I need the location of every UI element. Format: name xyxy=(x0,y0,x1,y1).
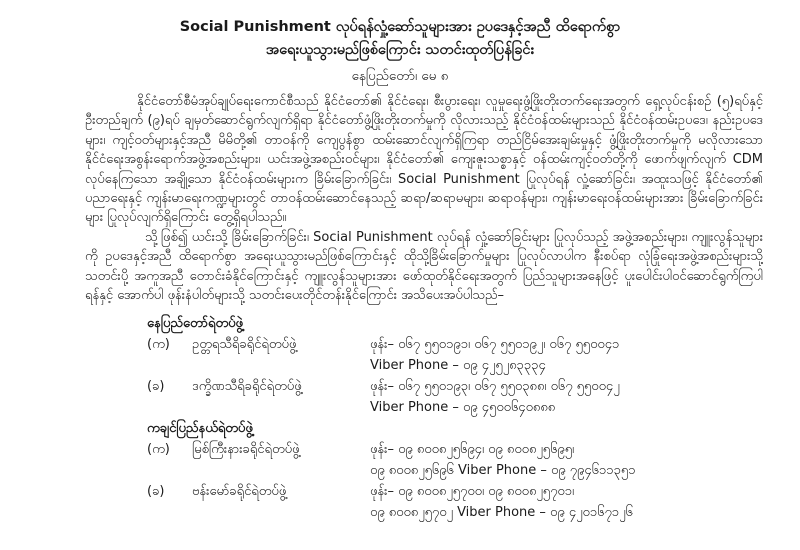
entry-label: (က) xyxy=(147,442,170,458)
paragraph-1: နိုင်ငံတော်စီမံအုပ်ချုပ်ရေးကောင်စီသည် နိုင်ငံတော်၏ နိုင်ငံရေး၊ စီးပွားရေး၊ လူမှုရေးဖွံ့ဖြိုးတိုးတက်ရေးအတွက် ရှေ့လုပ်ငန်းစဉ် (၅)ရပ်နှင့် ဦးတည်ချက် (၉)ရပ် ချမှတ်ဆောင်ရွက်လျက်ရှိရာ နိုင်ငံတော်ဖွံ့ဖြိုးတိုးတက်မှုကို လိုလားသည့် နိုင်ငံဝန်ထမ်းများသည် နိုင်ငံဝန်ထမ်းဥပဒေ၊ နည်းဥပဒေများ၊ ကျင့်ဝတ်များနှင့်အညီ မိမိတို့၏ တာဝန်ကို ကျေပွန်စွာ ထမ်းဆောင်လျက်ရှိကြရာ တည်ငြိမ်အေးချမ်းမှုနှင့် ဖွံ့ဖြိုးတိုးတက်မှုကို မလိုလားသော နိုင်ငံရေးအစွန်းရောက်အဖွဲ့အစည်းများ၊ ယင်းအဖွဲ့အစည်းဝင်များ၊ နိုင်ငံတော်၏ ကျေးဇူးသစ္စာနှင့် ဝန်ထမ်းကျင့်ဝတ်တို့ကို ဖောက်ဖျက်လျက် CDM လုပ်နေကြသော အချို့သော နိုင်ငံဝန်ထမ်းများက ခြိမ်းခြောက်ခြင်း၊ Social Punishment ပြုလုပ်ရန် လှုံ့ဆော်ခြင်း၊ အထူးသဖြင့် နိုင်ငံတော်၏ ပညာရေးနှင့် ကျန်းမာရေးကဏ္ဍများတွင် တာဝန်ထမ်းဆောင်နေသည့် ဆရာ/ဆရာမများ၊ ဆရာဝန်များ၊ ကျန်းမာရေးဝန်ထမ်းများအား ခြိမ်းခြောက်ခြင်းများ ပြုလုပ်လျက်ရှိကြောင်း တွေ့ရှိရပါသည်။ xyxy=(85,94,763,226)
entry-phone-numbers xyxy=(370,439,763,481)
title-line-1: Social Punishment လုပ်ရန်လှုံ့ဆော်သူများအား ဥပဒေနှင့်အညီ ထိရောက်စွာ xyxy=(179,19,621,35)
phone-line: ဖုန်း– ၀၉ ၈၀၀၈၂၅၆၉၄၊ ၀၉ ၈၀၀၈၂၅၆၉၅၊ xyxy=(370,442,575,458)
viber-phone-line: ၀၉ ၈၀၀၈၂၅၆၉၆ Viber Phone – ၀၉ ၇၉၄၆၁၁၃၅၁ xyxy=(370,463,636,479)
entry-unit-name: ဒက္ခိဏသီရိခရိုင်ရဲတပ်ဖွဲ့ xyxy=(192,379,302,395)
viber-phone-line: Viber Phone – ၀၉ ၄၂၅၂၈၃၃၃၄ xyxy=(370,358,546,374)
entry-label: (ခ) xyxy=(147,379,165,395)
viber-phone-line: ၀၉ ၈၀၀၈၂၅၇၀၂ Viber Phone – ၀၉ ၄၂၀၁၆၇၁၂၆ xyxy=(370,505,633,521)
contact-list xyxy=(147,313,763,523)
dateline: နေပြည်တော်၊ မေ ၈ xyxy=(351,68,449,84)
contact-entry-myitkyina xyxy=(147,439,763,481)
contact-entry-dekkhina-thiri xyxy=(147,376,763,418)
phone-line: ဖုန်း– ၀၆၇ ၅၅၀၁၉၁၊ ၀၆၇ ၅၅၀၁၉၂၊ ၀၆၇ ၅၅၀၀၄၁ xyxy=(370,337,620,353)
entry-unit-name: ဗန်းမော်ခရိုင်ရဲတပ်ဖွဲ့ xyxy=(192,484,287,500)
contact-entry-ottara-thiri xyxy=(147,334,763,376)
entry-phone-numbers xyxy=(370,481,763,523)
paragraph-2: သို့ဖြစ်၍ ယင်းသို့ ခြိမ်းခြောက်ခြင်း၊ Social Punishment လုပ်ရန် လှုံ့ဆော်ခြင်းများ ပြုလုပ်သည့် အဖွဲ့အစည်းများ၊ ကျူးလွန်သူများကို ဥပဒေနှင့်အညီ ထိရောက်စွာ အရေးယူသွားမည်ဖြစ်ကြောင်းနှင့် ထိုသို့ခြိမ်းခြောက်မှုများ ပြုလုပ်လာပါက နီးစပ်ရာ လုံခြုံရေးအဖွဲ့အစည်းများသို့ သတင်းပို့ အကူအညီ တောင်းခံနိုင်ကြောင်းနှင့် ကျူးလွန်သူများအား ဖော်ထုတ်နိုင်ရေးအတွက် ပြည်သူများအနေဖြင့် ပူးပေါင်းပါဝင်ဆောင်ရွက်ကြပါရန်နှင့် အောက်ပါ ဖုန်းနံပါတ်များသို့ သတင်းပေးတိုင်တန်းနိုင်ကြောင်း အသိပေးအပ်ပါသည်– xyxy=(85,229,763,304)
section-heading-kachin-police: ကချင်ပြည်နယ်ရဲတပ်ဖွဲ့ xyxy=(147,421,253,437)
section-heading-naypyitaw-police: နေပြည်တော်ရဲတပ်ဖွဲ့ xyxy=(147,316,243,332)
phone-line: ဖုန်း– ၀၆၇ ၅၅၀၁၉၃၊ ၀၆၇ ၅၅၀၃၈၈၊ ၀၆၇ ၅၅၀၀၄၂ xyxy=(370,379,620,395)
entry-phone-numbers xyxy=(370,334,763,376)
phone-line: ဖုန်း– ၀၉ ၈၀၀၈၂၅၇၀၀၊ ၀၉ ၈၀၀၈၂၅၇၀၁၊ xyxy=(370,484,575,500)
entry-unit-name: မြစ်ကြီးနားခရိုင်ရဲတပ်ဖွဲ့ xyxy=(192,442,300,458)
document-title xyxy=(37,16,763,62)
title-line-2: အရေးယူသွားမည်ဖြစ်ကြောင်း သတင်းထုတ်ပြန်ခြင်း xyxy=(265,42,535,58)
entry-phone-numbers xyxy=(370,376,763,418)
contact-entry-bhamo xyxy=(147,481,763,523)
entry-label: (ခ) xyxy=(147,484,165,500)
viber-phone-line: Viber Phone – ၀၉ ၄၅၀၀၆၄၀၈၈၈ xyxy=(370,400,556,416)
entry-unit-name: ဥတ္တရသီရိခရိုင်ရဲတပ်ဖွဲ့ xyxy=(192,337,297,353)
entry-label: (က) xyxy=(147,337,170,353)
